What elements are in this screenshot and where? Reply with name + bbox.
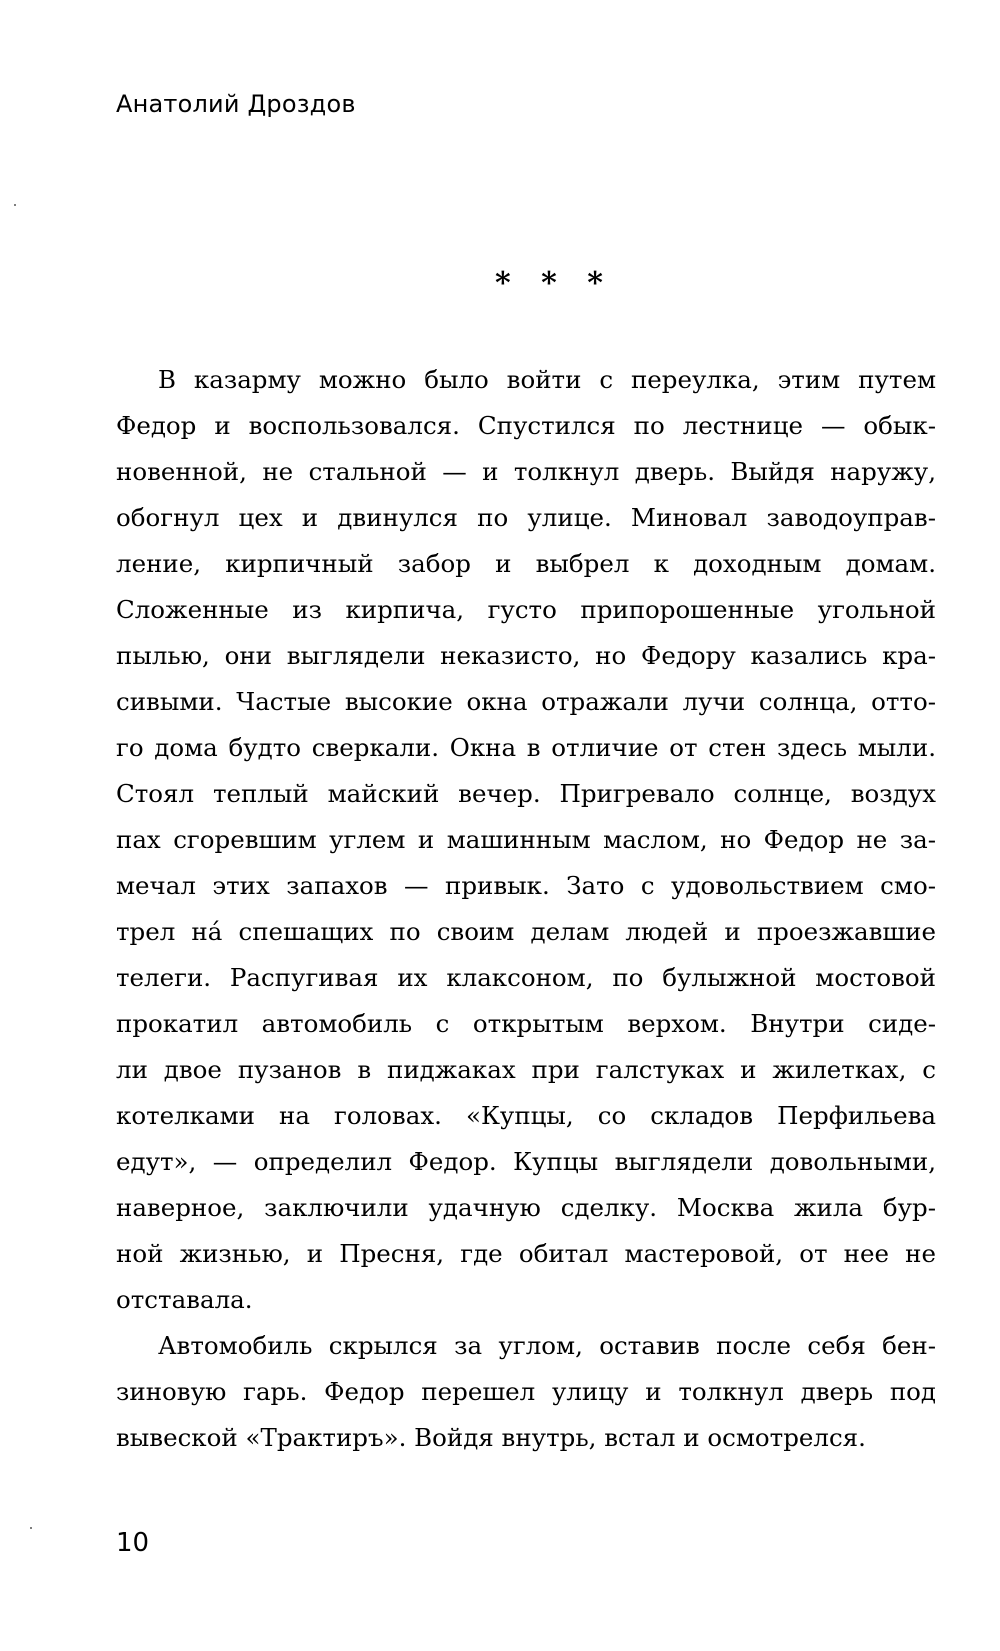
body-text bbox=[116, 357, 936, 1461]
text-line: Автомобиль скрылся за углом, оставив после себя бен- bbox=[158, 1331, 936, 1360]
text-line: ление, кирпичный забор и выбрел к доходным домам. bbox=[116, 549, 936, 578]
scan-speck bbox=[30, 1527, 32, 1529]
text-line: трел на́ спешащих по своим делам людей и проезжавшие bbox=[116, 917, 936, 946]
scan-speck bbox=[14, 204, 16, 206]
text-line: сивыми. Частые высокие окна отражали лучи солнца, отто- bbox=[116, 687, 936, 716]
text-line: ной жизнью, и Пресня, где обитал мастеровой, от нее не bbox=[116, 1239, 936, 1268]
paragraph bbox=[116, 357, 936, 1323]
page-number: 10 bbox=[116, 1528, 150, 1558]
text-line: вывеской «Трактиръ». Войдя внутрь, встал и осмотрелся. bbox=[116, 1423, 866, 1452]
text-line: телеги. Распугивая их клаксоном, по булыжной мостовой bbox=[116, 963, 936, 992]
paragraph bbox=[116, 1323, 936, 1461]
text-line: зиновую гарь. Федор перешел улицу и толкнул дверь под bbox=[116, 1377, 936, 1406]
text-line: го дома будто сверкали. Окна в отличие от стен здесь мыли. bbox=[116, 733, 936, 762]
text-line: пылью, они выглядели неказисто, но Федору казались кра- bbox=[116, 641, 936, 670]
text-line: ли двое пузанов в пиджаках при галстуках и жилетках, с bbox=[116, 1055, 936, 1084]
text-line: новенной, не стальной — и толкнул дверь. Выйдя наружу, bbox=[116, 457, 936, 486]
text-line: В казарму можно было войти с переулка, этим путем bbox=[158, 365, 936, 394]
text-line: прокатил автомобиль с открытым верхом. Внутри сиде- bbox=[116, 1009, 936, 1038]
text-line: пах сгоревшим углем и машинным маслом, но Федор не за- bbox=[116, 825, 936, 854]
text-line: обогнул цех и двинулся по улице. Миновал заводоуправ- bbox=[116, 503, 936, 532]
text-line: Стоял теплый майский вечер. Пригревало солнце, воздух bbox=[116, 779, 936, 808]
section-break-asterisks: * * * bbox=[495, 266, 613, 301]
text-line: едут», — определил Федор. Купцы выглядели довольными, bbox=[116, 1147, 936, 1176]
text-line: наверное, заключили удачную сделку. Москва жила бур- bbox=[116, 1193, 936, 1222]
text-line: мечал этих запахов — привык. Зато с удовольствием смо- bbox=[116, 871, 936, 900]
text-line: Сложенные из кирпича, густо припорошенные угольной bbox=[116, 595, 936, 624]
text-line: котелками на головах. «Купцы, со складов Перфильева bbox=[116, 1101, 936, 1130]
text-line: отставала. bbox=[116, 1285, 253, 1314]
running-head-author: Анатолий Дроздов bbox=[116, 90, 356, 118]
text-line: Федор и воспользовался. Спустился по лестнице — обык- bbox=[116, 411, 936, 440]
